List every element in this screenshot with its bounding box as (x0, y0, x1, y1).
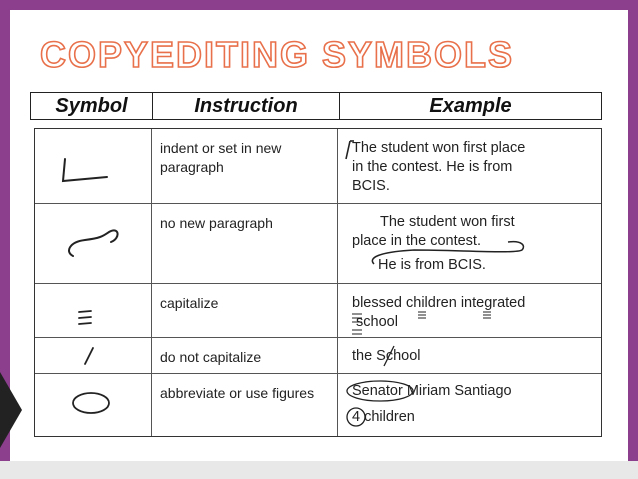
slash-symbol-icon (35, 338, 152, 374)
indent-bracket-symbol-icon (35, 129, 152, 204)
frame-top-border (0, 0, 638, 10)
symbols-table (34, 128, 602, 437)
example-line: BCIS. (352, 178, 390, 194)
instruction-cell: indent or set in new paragraph (152, 129, 338, 203)
frame-right-border (628, 0, 638, 479)
example-line: school (356, 314, 398, 330)
table-row (35, 374, 601, 436)
example-cell (338, 338, 601, 373)
example-line: the School (352, 348, 421, 364)
slide-title: COPYEDITING SYMBOLS (40, 34, 515, 75)
example-line: He is from BCIS. (378, 257, 486, 273)
table-row (35, 284, 601, 338)
example-line: Senator Miriam Santiago (352, 383, 512, 399)
example-line: blessed children integrated (352, 295, 526, 311)
column-header-row (30, 92, 602, 120)
triple-underline-symbol-icon (35, 284, 152, 338)
example-line: The student won first place (352, 140, 526, 156)
table-row (35, 338, 601, 374)
slide-nav-chevron-icon[interactable] (0, 372, 22, 448)
header-symbol: Symbol (31, 93, 153, 119)
symbol-cell (35, 204, 152, 283)
example-cell (338, 374, 601, 436)
symbol-cell (35, 284, 152, 337)
header-example: Example (429, 94, 512, 117)
circle-symbol-icon (35, 374, 152, 436)
header-instruction: Instruction (153, 93, 340, 119)
abbreviate-circle-marks-icon (338, 374, 598, 436)
example-line: in the contest. He is from (352, 159, 513, 175)
example-cell (338, 204, 601, 283)
runon-connector-mark-icon (338, 204, 598, 284)
symbol-cell (35, 338, 152, 373)
example-cell (338, 284, 601, 337)
instruction-cell: abbreviate or use figures (152, 374, 338, 436)
example-cell (338, 129, 601, 203)
no-paragraph-runon-symbol-icon (35, 204, 152, 284)
example-line: 4 children (352, 409, 415, 425)
instruction-cell: capitalize (152, 284, 338, 337)
example-line: place in the contest. (352, 233, 481, 249)
instruction-cell: no new paragraph (152, 204, 338, 283)
example-line: The student won first (380, 214, 515, 230)
frame-bottom-border (0, 461, 638, 479)
lowercase-slash-mark-icon (338, 338, 598, 374)
symbol-cell (35, 374, 152, 436)
capitalize-marks-icon (338, 284, 598, 338)
table-row (35, 204, 601, 284)
symbol-cell (35, 129, 152, 203)
instruction-cell: do not capitalize (152, 338, 338, 373)
table-row (35, 129, 601, 204)
